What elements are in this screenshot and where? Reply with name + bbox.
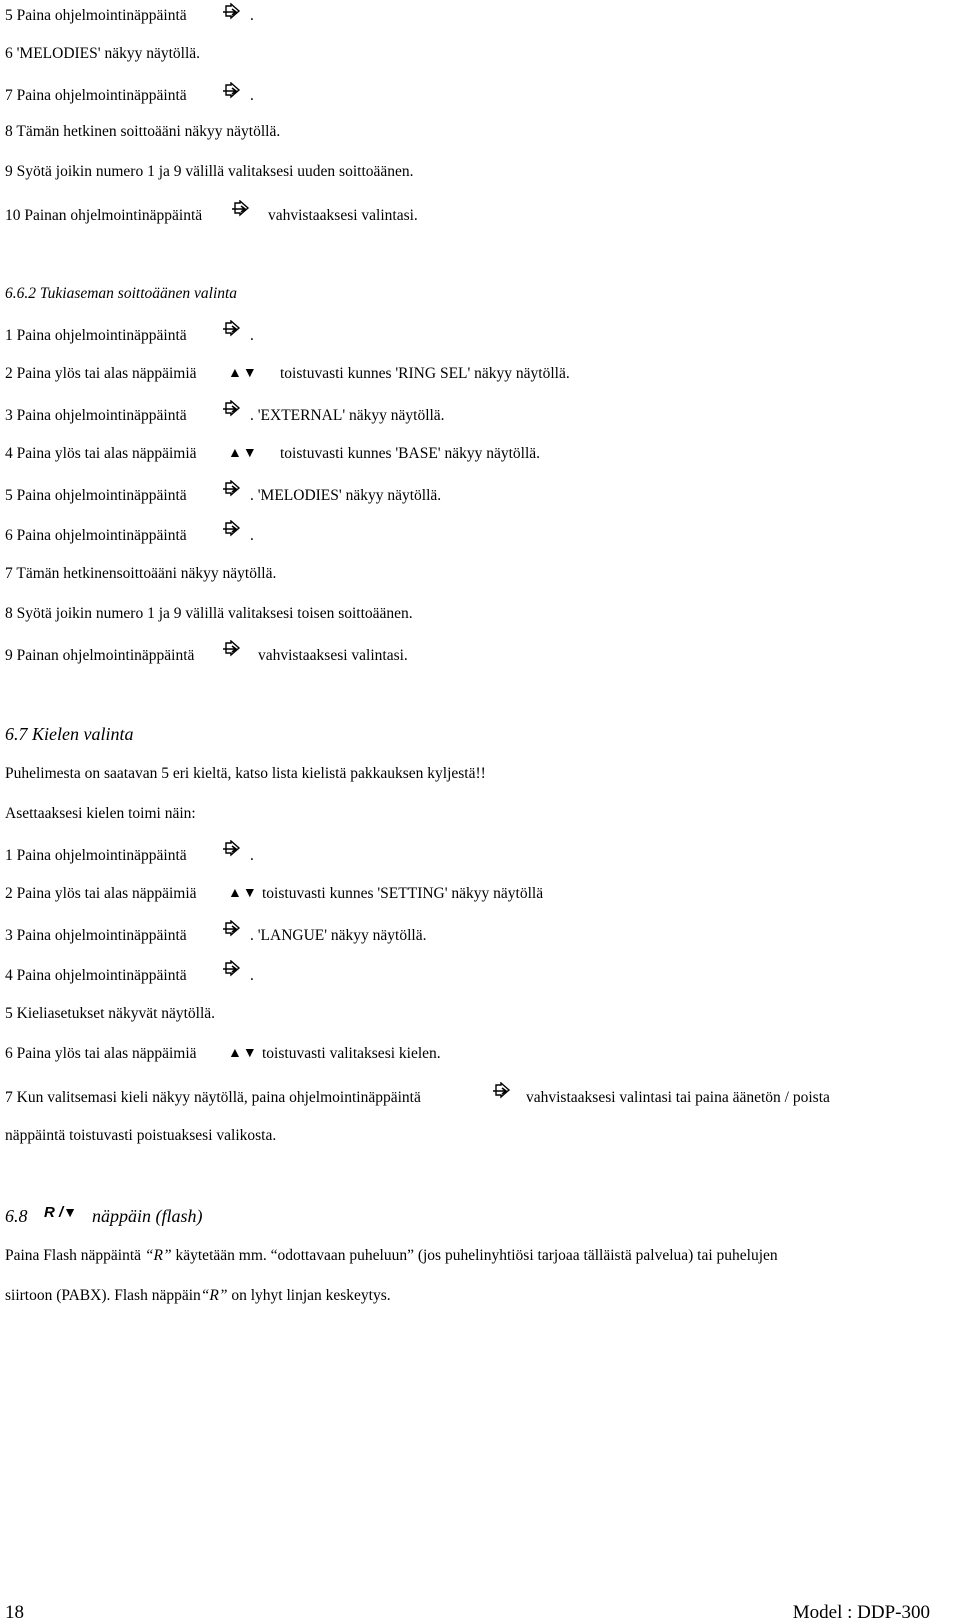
step-line-cont: . 'LANGUE' näkyy näytöllä. (250, 927, 427, 944)
program-key-icon (222, 960, 246, 980)
step-line: 6 Paina ohjelmointinäppäintä (5, 527, 187, 544)
section-heading: 6.7 Kielen valinta (5, 724, 134, 744)
program-key-icon (222, 320, 246, 340)
up-down-arrows-icon: ▲▼ (228, 366, 258, 381)
section-number: 6.8 (5, 1206, 28, 1226)
step-line: 8 Tämän hetkinen soittoääni näkyy näytöllä. (5, 123, 281, 140)
step-line: 10 Painan ohjelmointinäppäintä (5, 207, 203, 224)
step-line: 2 Paina ylös tai alas näppäimiä (5, 885, 197, 902)
program-key-icon (222, 920, 246, 940)
step-line-cont: toistuvasti kunnes 'SETTING' näkyy näytöllä (262, 885, 544, 902)
program-key-icon (231, 200, 255, 220)
program-key-icon (492, 1082, 516, 1102)
program-key-icon (222, 82, 246, 102)
step-line-cont: toistuvasti kunnes 'RING SEL' näkyy näytöllä. (280, 365, 570, 382)
step-line: 4 Paina ohjelmointinäppäintä (5, 967, 187, 984)
step-line: 5 Kieliasetukset näkyvät näytöllä. (5, 1005, 216, 1022)
period: . (250, 7, 254, 24)
up-down-arrows-icon: ▲▼ (228, 886, 258, 901)
step-line: 3 Paina ohjelmointinäppäintä (5, 407, 187, 424)
step-line: 9 Painan ohjelmointinäppäintä (5, 647, 195, 664)
paragraph: Asettaaksesi kielen toimi näin: (5, 805, 196, 822)
step-line: 7 Paina ohjelmointinäppäintä (5, 87, 187, 104)
step-line: 9 Syötä joikin numero 1 ja 9 välillä valitaksesi uuden soittoäänen. (5, 163, 414, 180)
period: . (250, 527, 254, 544)
step-line: 1 Paina ohjelmointinäppäintä (5, 327, 187, 344)
step-line: 1 Paina ohjelmointinäppäintä (5, 847, 187, 864)
up-down-arrows-icon: ▲▼ (228, 1046, 258, 1061)
step-line-cont: vahvistaaksesi valintasi tai paina äänetön / poista (526, 1089, 830, 1106)
up-down-arrows-icon: ▲▼ (228, 446, 258, 461)
period: . (250, 967, 254, 984)
period: . (250, 87, 254, 104)
period: . (250, 847, 254, 864)
program-key-icon (222, 640, 246, 660)
step-line-cont: toistuvasti kunnes 'BASE' näkyy näytöllä. (280, 445, 541, 462)
program-key-icon (222, 840, 246, 860)
r-flash-key-icon: R /▼ (44, 1204, 79, 1221)
step-line: 2 Paina ylös tai alas näppäimiä (5, 365, 197, 382)
step-line: 4 Paina ylös tai alas näppäimiä (5, 445, 197, 462)
period: . (250, 327, 254, 344)
paragraph: siirtoon (PABX). Flash näppäin“R” on lyhyt linjan keskeytys. (5, 1287, 391, 1304)
program-key-icon (222, 400, 246, 420)
step-line: 3 Paina ohjelmointinäppäintä (5, 927, 187, 944)
step-line-cont: . 'MELODIES' näkyy näytöllä. (250, 487, 442, 504)
paragraph: Puhelimesta on saatavan 5 eri kieltä, katso lista kielistä pakkauksen kyljestä!! (5, 765, 486, 782)
step-line: 5 Paina ohjelmointinäppäintä (5, 7, 187, 24)
step-line: 6 Paina ylös tai alas näppäimiä (5, 1045, 197, 1062)
step-line-cont: toistuvasti valitaksesi kielen. (262, 1045, 441, 1062)
program-key-icon (222, 3, 246, 23)
paragraph: Paina Flash näppäintä “R” käytetään mm. “odottavaan puheluun” (jos puhelinyhtiösi tarjoaa tälläistä palvelua) tai puhelujen (5, 1247, 778, 1264)
down-arrow-icon: ▼ (63, 1206, 79, 1221)
step-line: 7 Tämän hetkinensoittoääni näkyy näytöllä. (5, 565, 277, 582)
step-line-cont: vahvistaaksesi valintasi. (258, 647, 408, 664)
model-label: Model : DDP-300 (792, 1602, 930, 1623)
step-line: 8 Syötä joikin numero 1 ja 9 välillä valitaksesi toisen soittoäänen. (5, 605, 413, 622)
step-line: 7 Kun valitsemasi kieli näkyy näytöllä, paina ohjelmointinäppäintä (5, 1089, 421, 1106)
step-line: 5 Paina ohjelmointinäppäintä (5, 487, 187, 504)
step-line-cont: . 'EXTERNAL' näkyy näytöllä. (250, 407, 445, 424)
program-key-icon (222, 520, 246, 540)
program-key-icon (222, 480, 246, 500)
step-line: 6 'MELODIES' näkyy näytöllä. (5, 45, 200, 62)
page-number: 18 (5, 1602, 24, 1623)
section-heading: näppäin (flash) (92, 1206, 203, 1226)
step-line-cont: näppäintä toistuvasti poistuaksesi valikosta. (5, 1127, 277, 1144)
section-heading: 6.6.2 Tukiaseman soittoäänen valinta (5, 285, 238, 302)
step-line-cont: vahvistaaksesi valintasi. (268, 207, 418, 224)
